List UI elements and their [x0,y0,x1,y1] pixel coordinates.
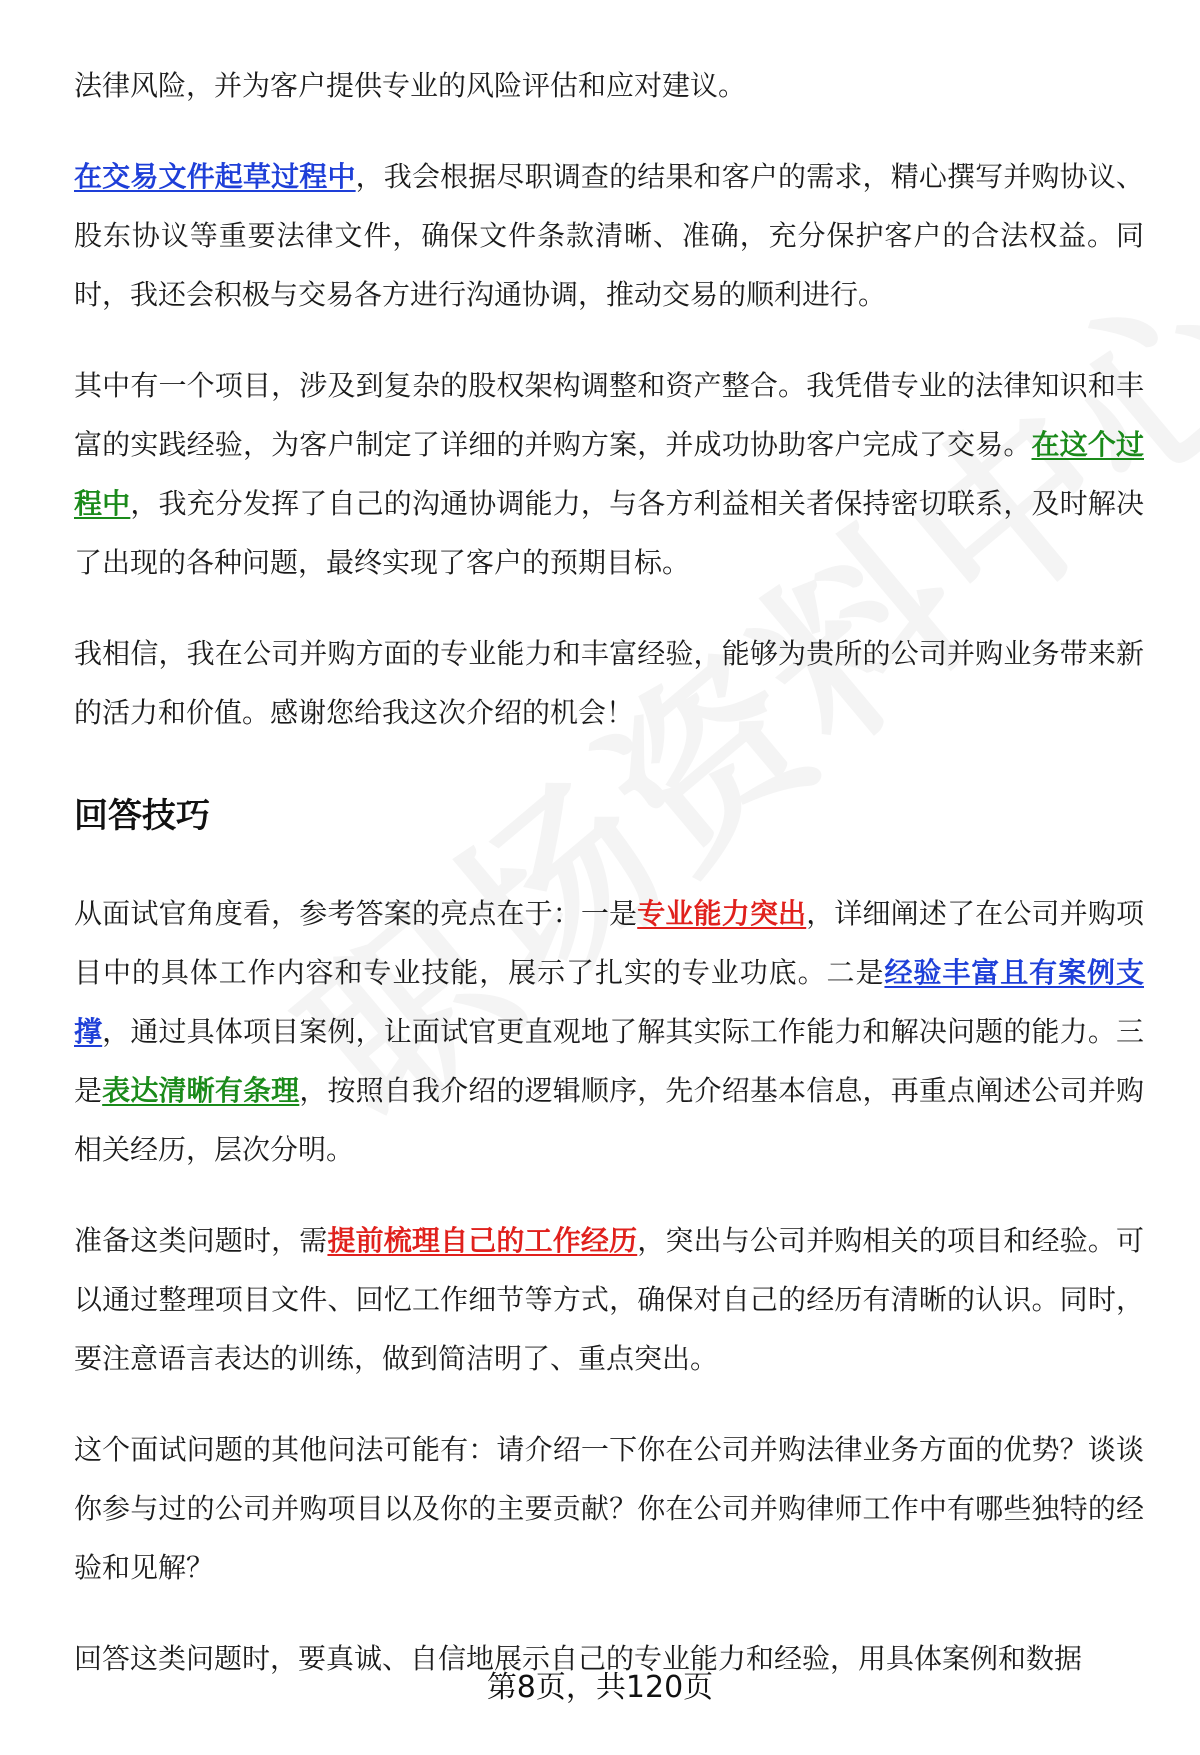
page-number: 第8页，共120页 [486,1670,714,1705]
paragraph-text: ，我会根据尽职调查的结果和客户的需求，精心撰写并购协议、股东协议等重要法律文件，确保文件条款清晰、准确，充分保护客户的合法权益。同时，我还会积极与交易各方进行沟通协调，推动交易的顺利进行。 [74,160,1144,311]
highlight-clear-expression: 表达清晰有条理 [102,1074,300,1107]
highlight-drafting: 在交易文件起草过程中 [74,160,356,193]
paragraph-text: 其中有一个项目，涉及到复杂的股权架构调整和资产整合。我凭借专业的法律知识和丰富的实践经验，为客户制定了详细的并购方案，并成功协助客户完成了交易。 [74,369,1144,461]
highlight-review-experience: 提前梳理自己的工作经历 [327,1224,638,1257]
paragraph-text: ，通过具体项目案例，让面试官更直观地了解其实际工作能力和解决问题的能力。三是 [74,1015,1144,1107]
paragraph-text: 回答这类问题时，要真诚、自信地展示自己的专业能力和经验，用具体案例和数据 [74,1642,1083,1675]
paragraph-1 [74,56,1144,115]
paragraph-2 [74,147,1144,324]
paragraph-7 [74,1420,1144,1597]
paragraph-text: ，详细阐述了在公司并购项目中的具体工作内容和专业技能，展示了扎实的专业功底。二是 [74,897,1144,989]
paragraph-text: 我相信，我在公司并购方面的专业能力和丰富经验，能够为贵所的公司并购业务带来新的活力和价值。感谢您给我这次介绍的机会！ [74,637,1144,729]
paragraph-6 [74,1211,1144,1388]
paragraph-5 [74,884,1144,1179]
paragraph-4 [74,624,1144,742]
paragraph-text: 准备这类问题时，需 [74,1224,328,1257]
paragraph-text: ，我充分发挥了自己的沟通协调能力，与各方利益相关者保持密切联系，及时解决了出现的各种问题，最终实现了客户的预期目标。 [74,487,1144,579]
highlight-process: 在这个过程中 [74,428,1144,520]
paragraph-text: ，按照自我介绍的逻辑顺序，先介绍基本信息，再重点阐述公司并购相关经历，层次分明。 [74,1074,1144,1166]
highlight-experience: 经验丰富且有案例支撑 [74,956,1144,1048]
page-content [74,56,1144,1720]
paragraph-3 [74,356,1144,592]
paragraph-text: 这个面试问题的其他问法可能有：请介绍一下你在公司并购法律业务方面的优势？谈谈你参与过的公司并购项目以及你的主要贡献？你在公司并购律师工作中有哪些独特的经验和见解？ [74,1433,1144,1584]
paragraph-text: 法律风险，并为客户提供专业的风险评估和应对建议。 [74,69,747,102]
highlight-professional-ability: 专业能力突出 [637,897,807,930]
section-heading: 回答技巧 [74,796,210,836]
paragraph-text: 从面试官角度看，参考答案的亮点在于：一是 [74,897,638,930]
paragraph-text: ，突出与公司并购相关的项目和经验。可以通过整理项目文件、回忆工作细节等方式，确保对自己的经历有清晰的认识。同时，要注意语言表达的训练，做到简洁明了、重点突出。 [74,1224,1144,1375]
